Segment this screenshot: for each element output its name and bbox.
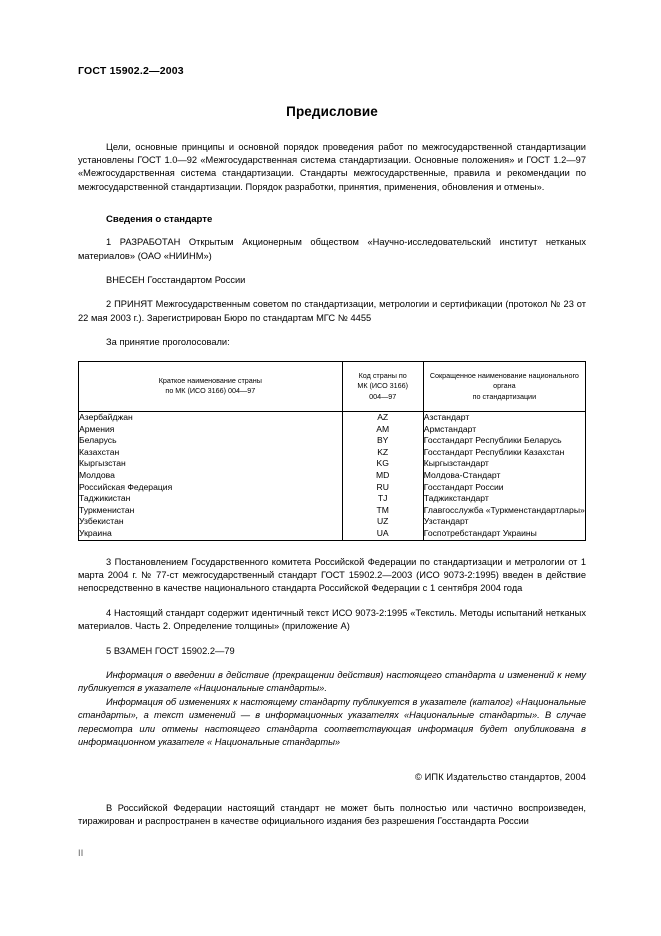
country-code: UA xyxy=(376,528,389,539)
copyright-line: © ИПК Издательство стандартов, 2004 xyxy=(415,771,586,782)
section-item-2: 2 ПРИНЯТ Межгосударственным советом по стандартизации, метрологии и сертификации (протокол № 23 от 22 мая 2003 г.). Зарегистрирован Бюро по стандартам МГС № 4455 xyxy=(78,299,586,323)
spacer xyxy=(78,205,586,214)
section-submitted-by: ВНЕСЕН Госстандартом России xyxy=(106,274,246,285)
country-name: Казахстан xyxy=(79,446,120,457)
standards-body-name: Госстандарт Республики Казахстан xyxy=(423,446,565,457)
country-code: KZ xyxy=(377,446,389,457)
country-code: RU xyxy=(376,481,389,492)
table-header-row xyxy=(79,361,586,412)
standards-body-name: Узстандарт xyxy=(423,516,469,527)
country-name: Кыргызстан xyxy=(79,458,126,469)
column-header-body-line1: Сокращенное наименование национального органа xyxy=(429,370,579,391)
country-code: KG xyxy=(376,458,389,469)
notice-line-2: Информация об изменениях к настоящему стандарту публикуется в указателе (каталог) «Национальные стандарты», а текст изменений — в информационных указателях «Национальные стандарты». В случае пересмотра или отмены настоящего стандарта соответствующая информация будет опубликована в информационном указателе « Национальные стандарты» xyxy=(78,696,586,748)
section-item-3: 3 Постановлением Государственного комитета Российской Федерации по стандартизации и метрологии от 1 марта 2004 г. № 77-ст межгосударственный стандарт ГОСТ 15902.2—2003 (ИСО 9073-2:1995) введен в действие непосредственно в качестве национального стандарта Российской Федерации с 1 сентября 2004 года xyxy=(78,556,586,594)
standards-body-name: Азстандарт xyxy=(423,412,470,423)
standards-body-name: Армстандарт xyxy=(423,423,477,434)
country-codes-table xyxy=(78,361,586,541)
column-header-body-line2: по стандартизации xyxy=(472,391,537,401)
cell-code-list xyxy=(342,412,423,541)
intro-paragraph: Цели, основные принципы и основной порядок проведения работ по межгосударственной стандартизации установлены ГОСТ 1.0—92 «Межгосударственная система стандартизации. Основные положения» и ГОСТ 1.2—97 «Межгосударственная система стандартизации. Стандарты межгосударственные, правила и рекомендации по межгосударственной стандартизации. Порядок разработки, принятия, применения, обновления и отмены». xyxy=(78,141,586,192)
column-header-country xyxy=(79,361,343,412)
page-content xyxy=(78,66,586,839)
page-title: Предисловие xyxy=(286,103,378,119)
section-item-5: 5 ВЗАМЕН ГОСТ 15902.2—79 xyxy=(106,645,235,656)
standards-body-name: Госстандарт Республики Беларусь xyxy=(423,435,562,446)
country-name: Армения xyxy=(79,423,115,434)
standards-body-name: Таджикстандарт xyxy=(423,493,489,504)
country-name: Азербайджан xyxy=(79,412,133,423)
country-code: MD xyxy=(376,470,390,481)
country-code: AZ xyxy=(377,412,389,423)
country-code: TJ xyxy=(377,493,388,504)
section-item-1: 1 РАЗРАБОТАН Открытым Акционерным обществом «Научно-исследовательский институт нетканых материалов» (ОАО «НИИНМ») xyxy=(78,237,586,261)
country-name: Туркменистан xyxy=(79,504,135,515)
column-header-code-line3: 004—97 xyxy=(369,391,397,401)
cell-body-list xyxy=(423,412,585,541)
country-code: AM xyxy=(376,423,390,434)
standards-body-name: Главгосслужба «Туркменстандартлары» xyxy=(423,504,585,515)
publication-notice xyxy=(78,669,586,749)
column-header-country-line2: по МК (ИСО 3166) 004—97 xyxy=(165,386,256,396)
column-header-body xyxy=(423,361,585,412)
table-header xyxy=(79,361,586,412)
column-header-code-line2: МК (ИСО 3166) xyxy=(357,381,409,391)
country-name: Узбекистан xyxy=(79,516,124,527)
spacer xyxy=(78,782,586,802)
table-row xyxy=(79,412,586,541)
column-header-country-line1: Краткое наименование страны xyxy=(158,375,262,385)
final-paragraph: В Российской Федерации настоящий стандарт не может быть полностью или частично воспроизведен, тиражирован и распространен в качестве официального издания без разрешения Госстандарта России xyxy=(78,802,586,826)
standard-number-header: ГОСТ 15902.2—2003 xyxy=(78,65,184,77)
country-name: Беларусь xyxy=(79,435,117,446)
column-header-code-line1: Код страны по xyxy=(358,370,407,380)
country-name: Молдова xyxy=(79,470,115,481)
page-number: II xyxy=(78,848,84,858)
column-header-code xyxy=(342,361,423,412)
standards-body-name: Молдова-Стандарт xyxy=(423,470,501,481)
country-code: BY xyxy=(376,435,389,446)
standards-body-name: Кыргызстандарт xyxy=(423,458,489,469)
country-name: Российская Федерация xyxy=(79,481,173,492)
cell-country-list xyxy=(79,412,343,541)
spacer xyxy=(78,541,586,556)
country-name: Украина xyxy=(79,528,112,539)
country-code: UZ xyxy=(376,516,389,527)
standards-body-name: Госстандарт России xyxy=(423,481,504,492)
table-body xyxy=(79,412,586,541)
section-item-4: 4 Настоящий стандарт содержит идентичный текст ИСО 9073-2:1995 «Текстиль. Методы испытаний нетканых материалов. Часть 2. Определение толщины» (приложение А) xyxy=(78,607,586,632)
section-voted-intro: За принятие проголосовали: xyxy=(106,337,230,348)
country-name: Таджикистан xyxy=(79,493,131,504)
notice-line-1: Информация о введении в действие (прекращении действия) настоящего стандарта и изменений к нему публикуется в указателе «Национальные стандарты». xyxy=(78,670,586,694)
standards-body-name: Госпотребстандарт Украины xyxy=(423,528,537,539)
section-heading-standard-info: Сведения о стандарте xyxy=(106,214,213,226)
country-code: TM xyxy=(376,504,389,515)
